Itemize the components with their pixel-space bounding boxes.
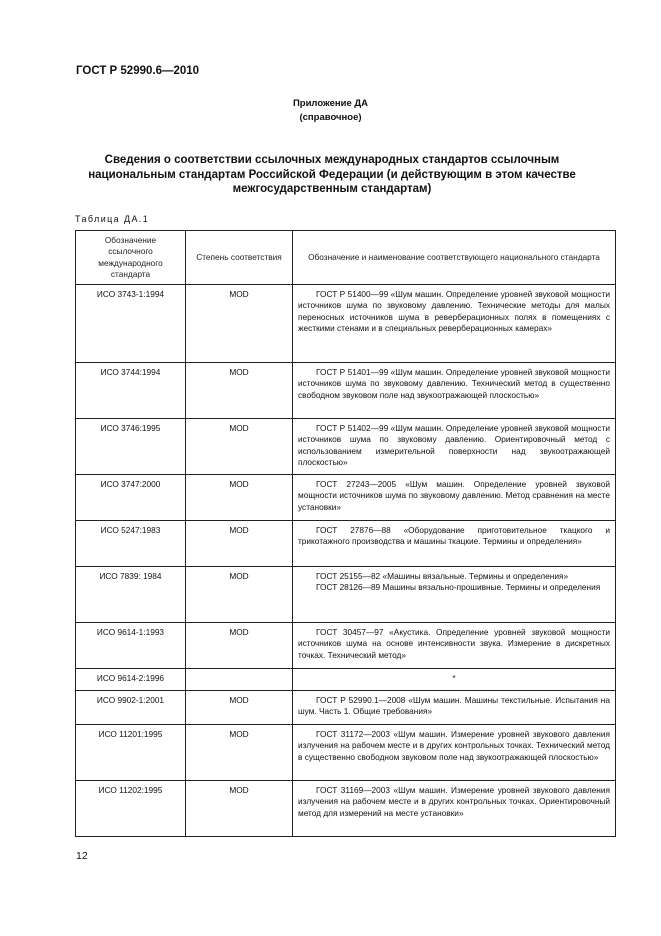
cell-degree xyxy=(186,669,293,691)
cell-national-standard xyxy=(293,691,616,725)
cell-national-standard xyxy=(293,567,616,623)
cell-degree: MOD xyxy=(186,725,293,781)
cell-degree: MOD xyxy=(186,475,293,521)
document-header: ГОСТ Р 52990.6—2010 xyxy=(76,65,200,77)
national-standard-entry: ГОСТ 28126—89 Машины вязально-прошивные. Термины и определения xyxy=(316,582,601,593)
cell-intl-standard: ИСО 9902-1:2001 xyxy=(76,691,186,725)
cell-intl-standard: ИСО 7839: 1984 xyxy=(76,567,186,623)
cell-national-standard xyxy=(293,285,616,363)
table-row xyxy=(76,669,616,691)
national-standard-entry: ГОСТ 30457—97 «Акустика. Определение уровней звуковой мощности источников шума на основе интенсивности звука. Измерение в дискретных точках. Технический метод» xyxy=(298,627,610,660)
cell-degree: MOD xyxy=(186,781,293,837)
column-header-intl: Обозначение ссылочного международного стандарта xyxy=(76,231,186,285)
appendix-heading xyxy=(0,97,661,125)
cell-degree: MOD xyxy=(186,623,293,669)
section-heading: Сведения о соответствии ссылочных международных стандартов ссылочным национальным стандартам Российской Федерации (и действующим в этом качестве межгосударственным стандартам) xyxy=(88,154,576,195)
cell-intl-standard: ИСО 9614-1:1993 xyxy=(76,623,186,669)
table-row xyxy=(76,567,616,623)
cell-intl-standard: ИСО 3744:1994 xyxy=(76,363,186,419)
national-standard-entry: ГОСТ Р 52990.1—2008 «Шум машин. Машины текстильные. Испытания на шум. Часть 1. Общие требования» xyxy=(298,695,610,717)
appendix-subtitle: (справочное) xyxy=(299,112,362,123)
page-number: 12 xyxy=(76,850,88,862)
cell-intl-standard: ИСО 5247:1983 xyxy=(76,521,186,567)
cell-national-standard xyxy=(293,781,616,837)
column-header-degree: Степень соответствия xyxy=(186,231,293,285)
table-row xyxy=(76,285,616,363)
cell-national-standard xyxy=(293,725,616,781)
table-row xyxy=(76,475,616,521)
national-standard-entry: ГОСТ 31172—2003 «Шум машин. Измерение уровней звукового давления излучения на рабочем месте и в других контрольных точках. Технический метод в существенно свободном звуковом поле над звукоотражающей плоскостью» xyxy=(298,729,610,762)
table-row xyxy=(76,521,616,567)
cell-national-standard xyxy=(293,363,616,419)
cell-degree: MOD xyxy=(186,521,293,567)
cell-degree: MOD xyxy=(186,567,293,623)
cell-intl-standard: ИСО 9614-2:1996 xyxy=(76,669,186,691)
cell-intl-standard: ИСО 11202:1995 xyxy=(76,781,186,837)
table-row xyxy=(76,781,616,837)
appendix-title: Приложение ДА xyxy=(292,98,369,109)
cell-national-standard xyxy=(293,475,616,521)
table-row xyxy=(76,725,616,781)
table-row xyxy=(76,623,616,669)
national-standard-entry: ГОСТ Р 51402—99 «Шум машин. Определение уровней звуковой мощности источников шума по звуковому давлению. Ориентировочный метод с использованием измерительной поверхности над звукоотражающей плоскостью» xyxy=(298,423,610,468)
national-standard-entry: ГОСТ 25155—82 «Машины вязальные. Термины и определения» xyxy=(316,571,569,581)
column-header-national: Обозначение и наименование соответствующего национального стандарта xyxy=(293,231,616,285)
cell-national-standard xyxy=(293,623,616,669)
table-row xyxy=(76,691,616,725)
table-row xyxy=(76,363,616,419)
cell-degree: MOD xyxy=(186,285,293,363)
cell-intl-standard: ИСО 11201:1995 xyxy=(76,725,186,781)
national-standard-entry: ГОСТ Р 51400—99 «Шум машин. Определение уровней звуковой мощности источников шума по звуковому давлению. Технические методы для малых переносных источников шума в реверберационных полях в помещениях с жесткими стенами и в специальных реверберационных камерах» xyxy=(298,289,610,334)
cell-degree: MOD xyxy=(186,363,293,419)
cell-intl-standard: ИСО 3743-1:1994 xyxy=(76,285,186,363)
cell-degree: MOD xyxy=(186,419,293,475)
cell-national-standard: * xyxy=(293,669,616,691)
table-caption: Таблица ДА.1 xyxy=(75,214,150,224)
cell-degree: MOD xyxy=(186,691,293,725)
national-standard-entry: ГОСТ 27243—2005 «Шум машин. Определение уровней звуковой мощности источников шума по звуковому давлению. Метод сравнения на месте установки» xyxy=(298,479,610,512)
table-row xyxy=(76,419,616,475)
national-standard-entry: ГОСТ Р 51401—99 «Шум машин. Определение уровней звуковой мощности источников шума по звуковому давлению. Технический метод в существенно свободном звуковом поле над звукоотражающей плоскостью» xyxy=(298,367,610,400)
table-header-row xyxy=(76,231,616,285)
cell-national-standard xyxy=(293,521,616,567)
national-standard-entry: ГОСТ 31169—2003 «Шум машин. Измерение уровней звукового давления излучения на рабочем месте и в других контрольных точках. Ориентировочный метод для измерений на месте установки» xyxy=(298,785,610,818)
national-standard-entry: ГОСТ 27876—88 «Оборудование приготовительное ткацкого и трикотажного производства и машины ткацкие. Термины и определения» xyxy=(298,525,610,547)
cell-intl-standard: ИСО 3747:2000 xyxy=(76,475,186,521)
cell-national-standard xyxy=(293,419,616,475)
correspondence-table xyxy=(75,230,616,837)
cell-intl-standard: ИСО 3746:1995 xyxy=(76,419,186,475)
